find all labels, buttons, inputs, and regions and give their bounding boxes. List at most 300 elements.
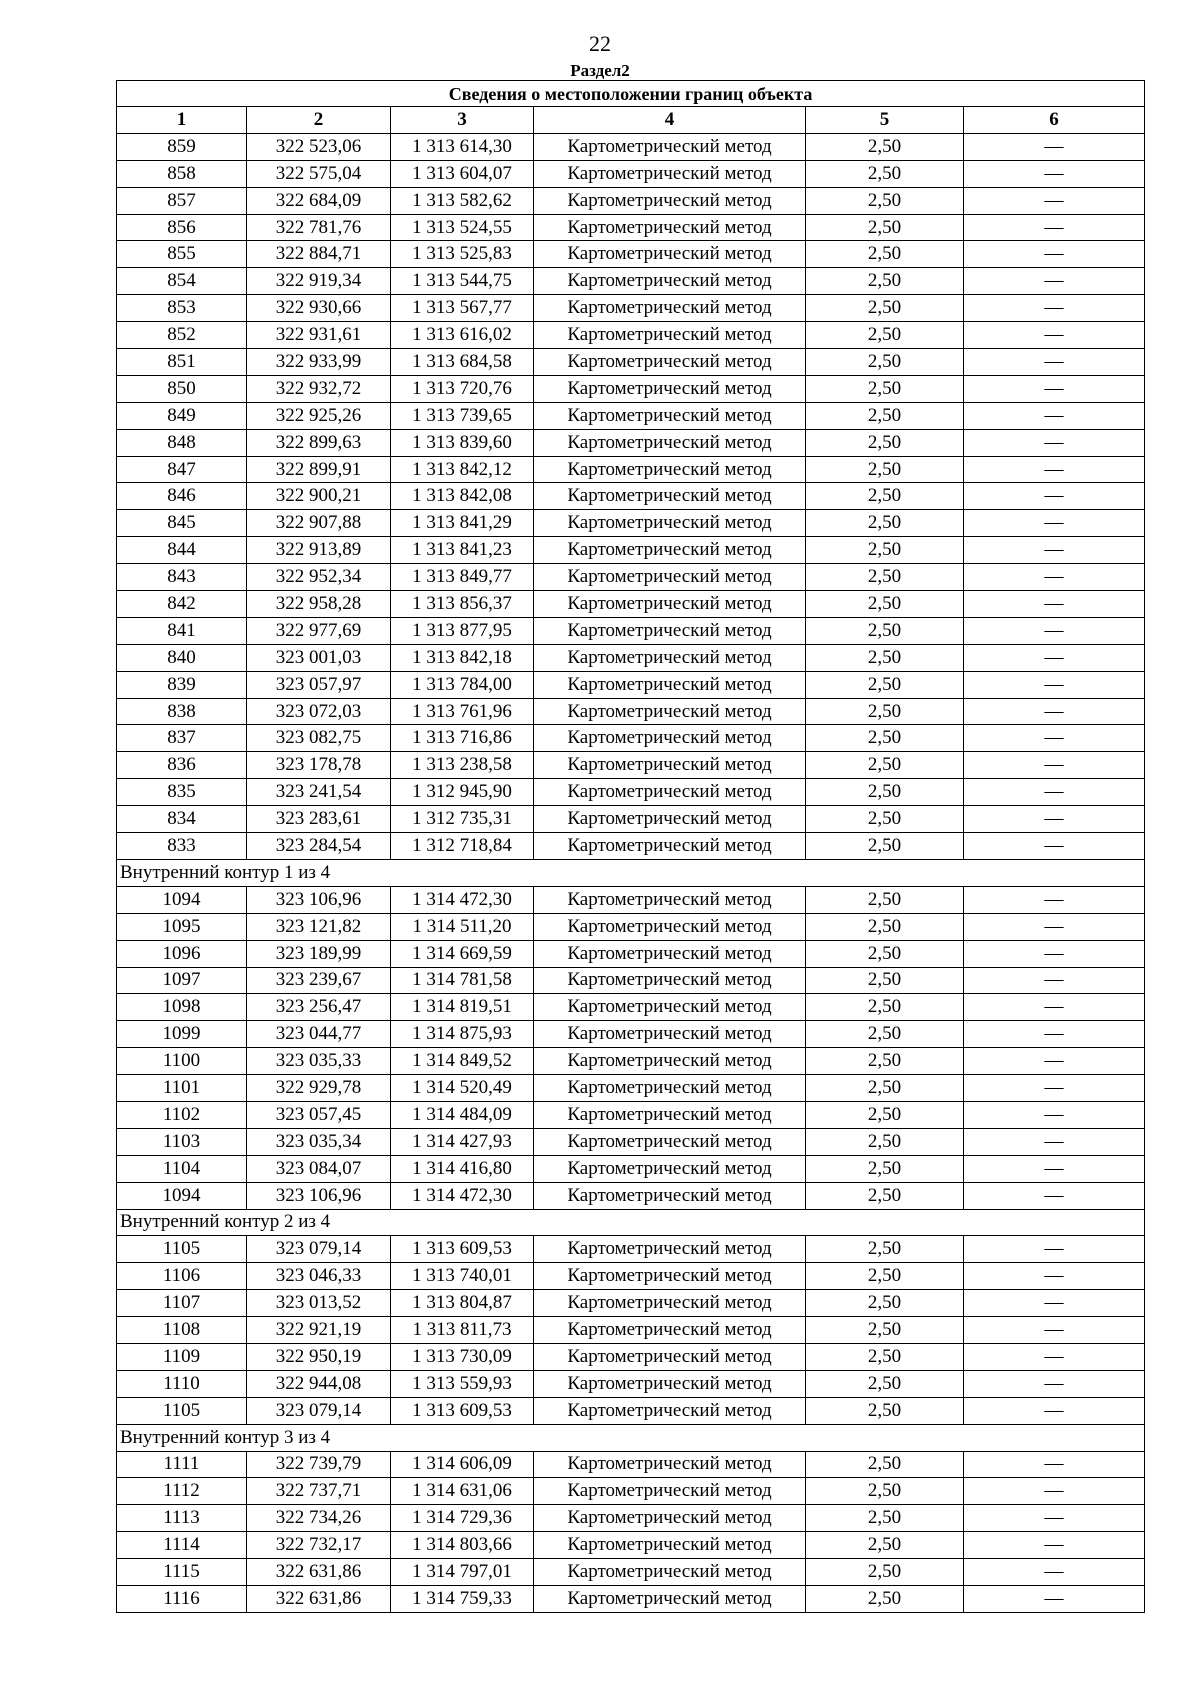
method-cell: Картометрический метод: [534, 913, 806, 940]
method-cell: Картометрический метод: [534, 1075, 806, 1102]
table-row: [117, 1021, 1145, 1048]
point-number-cell: 1101: [117, 1075, 247, 1102]
y-coordinate-cell: 1 313 842,12: [391, 456, 534, 483]
x-coordinate-cell: 322 958,28: [247, 591, 391, 618]
accuracy-cell: 2,50: [806, 402, 964, 429]
accuracy-cell: 2,50: [806, 994, 964, 1021]
accuracy-cell: 2,50: [806, 671, 964, 698]
accuracy-cell: 2,50: [806, 591, 964, 618]
point-number-cell: 837: [117, 725, 247, 752]
table-row: [117, 268, 1145, 295]
point-number-cell: 841: [117, 617, 247, 644]
description-cell: —: [964, 456, 1145, 483]
method-cell: Картометрический метод: [534, 295, 806, 322]
description-cell: —: [964, 1021, 1145, 1048]
table-row: [117, 564, 1145, 591]
y-coordinate-cell: 1 313 856,37: [391, 591, 534, 618]
description-cell: —: [964, 671, 1145, 698]
description-cell: —: [964, 537, 1145, 564]
point-number-cell: 845: [117, 510, 247, 537]
description-cell: —: [964, 375, 1145, 402]
table-row: [117, 886, 1145, 913]
description-cell: —: [964, 1155, 1145, 1182]
x-coordinate-cell: 323 106,96: [247, 886, 391, 913]
table-row: [117, 1317, 1145, 1344]
x-coordinate-cell: 323 079,14: [247, 1397, 391, 1424]
table-row: [117, 1182, 1145, 1209]
point-number-cell: 856: [117, 214, 247, 241]
point-number-cell: 1094: [117, 1182, 247, 1209]
table-row: [117, 1101, 1145, 1128]
table-row: [117, 994, 1145, 1021]
y-coordinate-cell: 1 314 797,01: [391, 1559, 534, 1586]
boundary-table: [116, 80, 1145, 1613]
method-cell: Картометрический метод: [534, 886, 806, 913]
accuracy-cell: 2,50: [806, 456, 964, 483]
point-number-cell: 1100: [117, 1048, 247, 1075]
method-cell: Картометрический метод: [534, 133, 806, 160]
table-caption-row: [117, 81, 1145, 107]
point-number-cell: 842: [117, 591, 247, 618]
method-cell: Картометрический метод: [534, 160, 806, 187]
point-number-cell: 1097: [117, 967, 247, 994]
method-cell: Картометрический метод: [534, 268, 806, 295]
method-cell: Картометрический метод: [534, 429, 806, 456]
x-coordinate-cell: 322 933,99: [247, 349, 391, 376]
accuracy-cell: 2,50: [806, 1370, 964, 1397]
y-coordinate-cell: 1 314 759,33: [391, 1585, 534, 1612]
table-row: [117, 1559, 1145, 1586]
method-cell: Картометрический метод: [534, 725, 806, 752]
description-cell: —: [964, 1370, 1145, 1397]
y-coordinate-cell: 1 314 520,49: [391, 1075, 534, 1102]
accuracy-cell: 2,50: [806, 1236, 964, 1263]
y-coordinate-cell: 1 313 839,60: [391, 429, 534, 456]
x-coordinate-cell: 322 739,79: [247, 1451, 391, 1478]
accuracy-cell: 2,50: [806, 752, 964, 779]
accuracy-cell: 2,50: [806, 698, 964, 725]
accuracy-cell: 2,50: [806, 1505, 964, 1532]
accuracy-cell: 2,50: [806, 967, 964, 994]
x-coordinate-cell: 322 732,17: [247, 1532, 391, 1559]
x-coordinate-cell: 322 900,21: [247, 483, 391, 510]
y-coordinate-cell: 1 313 740,01: [391, 1263, 534, 1290]
y-coordinate-cell: 1 313 524,55: [391, 214, 534, 241]
accuracy-cell: 2,50: [806, 268, 964, 295]
point-number-cell: 1114: [117, 1532, 247, 1559]
y-coordinate-cell: 1 313 716,86: [391, 725, 534, 752]
table-row: [117, 1505, 1145, 1532]
method-cell: Картометрический метод: [534, 1263, 806, 1290]
accuracy-cell: 2,50: [806, 1128, 964, 1155]
description-cell: —: [964, 160, 1145, 187]
method-cell: Картометрический метод: [534, 483, 806, 510]
y-coordinate-cell: 1 314 511,20: [391, 913, 534, 940]
y-coordinate-cell: 1 313 614,30: [391, 133, 534, 160]
method-cell: Картометрический метод: [534, 187, 806, 214]
point-number-cell: 844: [117, 537, 247, 564]
accuracy-cell: 2,50: [806, 1451, 964, 1478]
table-row: [117, 1397, 1145, 1424]
accuracy-cell: 2,50: [806, 1478, 964, 1505]
table-row: [117, 591, 1145, 618]
y-coordinate-cell: 1 313 238,58: [391, 752, 534, 779]
accuracy-cell: 2,50: [806, 1343, 964, 1370]
method-cell: Картометрический метод: [534, 402, 806, 429]
point-number-cell: 833: [117, 833, 247, 860]
x-coordinate-cell: 322 919,34: [247, 268, 391, 295]
contour-label: Внутренний контур 3 из 4: [117, 1424, 1145, 1451]
point-number-cell: 835: [117, 779, 247, 806]
table-row: [117, 779, 1145, 806]
table-row: [117, 160, 1145, 187]
y-coordinate-cell: 1 314 729,36: [391, 1505, 534, 1532]
description-cell: —: [964, 1101, 1145, 1128]
table-row: [117, 429, 1145, 456]
y-coordinate-cell: 1 313 811,73: [391, 1317, 534, 1344]
x-coordinate-cell: 322 950,19: [247, 1343, 391, 1370]
table-row: [117, 1236, 1145, 1263]
x-coordinate-cell: 323 121,82: [247, 913, 391, 940]
description-cell: —: [964, 1343, 1145, 1370]
method-cell: Картометрический метод: [534, 1048, 806, 1075]
y-coordinate-cell: 1 313 604,07: [391, 160, 534, 187]
table-row: [117, 1532, 1145, 1559]
accuracy-cell: 2,50: [806, 510, 964, 537]
y-coordinate-cell: 1 313 582,62: [391, 187, 534, 214]
point-number-cell: 851: [117, 349, 247, 376]
x-coordinate-cell: 322 932,72: [247, 375, 391, 402]
method-cell: Картометрический метод: [534, 1343, 806, 1370]
contour-header-row: [117, 1209, 1145, 1236]
y-coordinate-cell: 1 314 781,58: [391, 967, 534, 994]
point-number-cell: 859: [117, 133, 247, 160]
description-cell: —: [964, 429, 1145, 456]
description-cell: —: [964, 725, 1145, 752]
point-number-cell: 1096: [117, 940, 247, 967]
description-cell: —: [964, 967, 1145, 994]
x-coordinate-cell: 323 013,52: [247, 1290, 391, 1317]
accuracy-cell: 2,50: [806, 806, 964, 833]
y-coordinate-cell: 1 313 684,58: [391, 349, 534, 376]
point-number-cell: 848: [117, 429, 247, 456]
table-row: [117, 1370, 1145, 1397]
point-number-cell: 1106: [117, 1263, 247, 1290]
method-cell: Картометрический метод: [534, 940, 806, 967]
description-cell: —: [964, 1317, 1145, 1344]
point-number-cell: 1110: [117, 1370, 247, 1397]
table-row: [117, 806, 1145, 833]
accuracy-cell: 2,50: [806, 1585, 964, 1612]
method-cell: Картометрический метод: [534, 349, 806, 376]
accuracy-cell: 2,50: [806, 779, 964, 806]
method-cell: Картометрический метод: [534, 967, 806, 994]
table-row: [117, 483, 1145, 510]
point-number-cell: 1111: [117, 1451, 247, 1478]
description-cell: —: [964, 187, 1145, 214]
table-row: [117, 1478, 1145, 1505]
description-cell: —: [964, 1451, 1145, 1478]
method-cell: Картометрический метод: [534, 698, 806, 725]
accuracy-cell: 2,50: [806, 295, 964, 322]
table-row: [117, 698, 1145, 725]
column-number: 2: [247, 107, 391, 134]
method-cell: Картометрический метод: [534, 510, 806, 537]
method-cell: Картометрический метод: [534, 671, 806, 698]
description-cell: —: [964, 1075, 1145, 1102]
y-coordinate-cell: 1 313 877,95: [391, 617, 534, 644]
accuracy-cell: 2,50: [806, 1155, 964, 1182]
description-cell: —: [964, 1532, 1145, 1559]
method-cell: Картометрический метод: [534, 1505, 806, 1532]
x-coordinate-cell: 322 631,86: [247, 1559, 391, 1586]
accuracy-cell: 2,50: [806, 349, 964, 376]
y-coordinate-cell: 1 313 841,23: [391, 537, 534, 564]
accuracy-cell: 2,50: [806, 1532, 964, 1559]
x-coordinate-cell: 323 239,67: [247, 967, 391, 994]
y-coordinate-cell: 1 314 472,30: [391, 886, 534, 913]
x-coordinate-cell: 322 907,88: [247, 510, 391, 537]
contour-header-row: [117, 859, 1145, 886]
description-cell: —: [964, 1505, 1145, 1532]
description-cell: —: [964, 322, 1145, 349]
table-row: [117, 133, 1145, 160]
x-coordinate-cell: 323 283,61: [247, 806, 391, 833]
method-cell: Картометрический метод: [534, 1451, 806, 1478]
table-row: [117, 241, 1145, 268]
table-row: [117, 510, 1145, 537]
point-number-cell: 840: [117, 644, 247, 671]
point-number-cell: 854: [117, 268, 247, 295]
description-cell: —: [964, 698, 1145, 725]
accuracy-cell: 2,50: [806, 564, 964, 591]
x-coordinate-cell: 323 057,45: [247, 1101, 391, 1128]
description-cell: —: [964, 752, 1145, 779]
x-coordinate-cell: 323 189,99: [247, 940, 391, 967]
table-row: [117, 187, 1145, 214]
point-number-cell: 1104: [117, 1155, 247, 1182]
y-coordinate-cell: 1 314 631,06: [391, 1478, 534, 1505]
point-number-cell: 1094: [117, 886, 247, 913]
x-coordinate-cell: 322 952,34: [247, 564, 391, 591]
table-row: [117, 1451, 1145, 1478]
method-cell: Картометрический метод: [534, 1317, 806, 1344]
method-cell: Картометрический метод: [534, 1290, 806, 1317]
method-cell: Картометрический метод: [534, 806, 806, 833]
x-coordinate-cell: 323 256,47: [247, 994, 391, 1021]
table-row: [117, 1075, 1145, 1102]
y-coordinate-cell: 1 314 606,09: [391, 1451, 534, 1478]
point-number-cell: 1102: [117, 1101, 247, 1128]
method-cell: Картометрический метод: [534, 617, 806, 644]
table-row: [117, 940, 1145, 967]
point-number-cell: 850: [117, 375, 247, 402]
x-coordinate-cell: 322 931,61: [247, 322, 391, 349]
method-cell: Картометрический метод: [534, 752, 806, 779]
description-cell: —: [964, 1559, 1145, 1586]
method-cell: Картометрический метод: [534, 1182, 806, 1209]
point-number-cell: 836: [117, 752, 247, 779]
point-number-cell: 1095: [117, 913, 247, 940]
point-number-cell: 1105: [117, 1397, 247, 1424]
table-row: [117, 1585, 1145, 1612]
y-coordinate-cell: 1 314 472,30: [391, 1182, 534, 1209]
description-cell: —: [964, 483, 1145, 510]
x-coordinate-cell: 323 035,33: [247, 1048, 391, 1075]
x-coordinate-cell: 323 106,96: [247, 1182, 391, 1209]
description-cell: —: [964, 833, 1145, 860]
y-coordinate-cell: 1 313 841,29: [391, 510, 534, 537]
y-coordinate-cell: 1 313 525,83: [391, 241, 534, 268]
point-number-cell: 857: [117, 187, 247, 214]
method-cell: Картометрический метод: [534, 1236, 806, 1263]
x-coordinate-cell: 322 884,71: [247, 241, 391, 268]
y-coordinate-cell: 1 314 803,66: [391, 1532, 534, 1559]
y-coordinate-cell: 1 313 567,77: [391, 295, 534, 322]
x-coordinate-cell: 323 072,03: [247, 698, 391, 725]
description-cell: —: [964, 1048, 1145, 1075]
description-cell: —: [964, 644, 1145, 671]
y-coordinate-cell: 1 314 484,09: [391, 1101, 534, 1128]
accuracy-cell: 2,50: [806, 160, 964, 187]
point-number-cell: 834: [117, 806, 247, 833]
table-row: [117, 752, 1145, 779]
y-coordinate-cell: 1 314 849,52: [391, 1048, 534, 1075]
description-cell: —: [964, 779, 1145, 806]
table-row: [117, 1290, 1145, 1317]
y-coordinate-cell: 1 313 739,65: [391, 402, 534, 429]
method-cell: Картометрический метод: [534, 1128, 806, 1155]
x-coordinate-cell: 323 046,33: [247, 1263, 391, 1290]
x-coordinate-cell: 322 734,26: [247, 1505, 391, 1532]
accuracy-cell: 2,50: [806, 1182, 964, 1209]
y-coordinate-cell: 1 314 669,59: [391, 940, 534, 967]
x-coordinate-cell: 322 929,78: [247, 1075, 391, 1102]
table-row: [117, 214, 1145, 241]
description-cell: —: [964, 133, 1145, 160]
accuracy-cell: 2,50: [806, 1021, 964, 1048]
point-number-cell: 1105: [117, 1236, 247, 1263]
point-number-cell: 1107: [117, 1290, 247, 1317]
method-cell: Картометрический метод: [534, 1559, 806, 1586]
accuracy-cell: 2,50: [806, 617, 964, 644]
point-number-cell: 839: [117, 671, 247, 698]
accuracy-cell: 2,50: [806, 133, 964, 160]
table-row: [117, 644, 1145, 671]
y-coordinate-cell: 1 313 842,08: [391, 483, 534, 510]
contour-header-row: [117, 1424, 1145, 1451]
method-cell: Картометрический метод: [534, 644, 806, 671]
x-coordinate-cell: 322 781,76: [247, 214, 391, 241]
method-cell: Картометрический метод: [534, 1397, 806, 1424]
description-cell: —: [964, 214, 1145, 241]
description-cell: —: [964, 1236, 1145, 1263]
y-coordinate-cell: 1 314 819,51: [391, 994, 534, 1021]
column-number: 1: [117, 107, 247, 134]
y-coordinate-cell: 1 313 761,96: [391, 698, 534, 725]
column-number: 3: [391, 107, 534, 134]
description-cell: —: [964, 1478, 1145, 1505]
point-number-cell: 1113: [117, 1505, 247, 1532]
description-cell: —: [964, 1128, 1145, 1155]
method-cell: Картометрический метод: [534, 833, 806, 860]
description-cell: —: [964, 1290, 1145, 1317]
description-cell: —: [964, 241, 1145, 268]
y-coordinate-cell: 1 314 427,93: [391, 1128, 534, 1155]
method-cell: Картометрический метод: [534, 1585, 806, 1612]
x-coordinate-cell: 322 930,66: [247, 295, 391, 322]
x-coordinate-cell: 323 035,34: [247, 1128, 391, 1155]
table-row: [117, 537, 1145, 564]
table-body: [117, 133, 1145, 1612]
table-row: [117, 349, 1145, 376]
method-cell: Картометрический метод: [534, 1101, 806, 1128]
accuracy-cell: 2,50: [806, 214, 964, 241]
table-row: [117, 1128, 1145, 1155]
column-number: 6: [964, 107, 1145, 134]
y-coordinate-cell: 1 312 945,90: [391, 779, 534, 806]
point-number-cell: 1116: [117, 1585, 247, 1612]
x-coordinate-cell: 322 899,91: [247, 456, 391, 483]
accuracy-cell: 2,50: [806, 537, 964, 564]
method-cell: Картометрический метод: [534, 994, 806, 1021]
x-coordinate-cell: 323 001,03: [247, 644, 391, 671]
x-coordinate-cell: 323 178,78: [247, 752, 391, 779]
x-coordinate-cell: 322 684,09: [247, 187, 391, 214]
point-number-cell: 1103: [117, 1128, 247, 1155]
method-cell: Картометрический метод: [534, 375, 806, 402]
method-cell: Картометрический метод: [534, 456, 806, 483]
description-cell: —: [964, 349, 1145, 376]
description-cell: —: [964, 1585, 1145, 1612]
point-number-cell: 843: [117, 564, 247, 591]
accuracy-cell: 2,50: [806, 725, 964, 752]
y-coordinate-cell: 1 313 616,02: [391, 322, 534, 349]
accuracy-cell: 2,50: [806, 187, 964, 214]
table-row: [117, 375, 1145, 402]
table-row: [117, 295, 1145, 322]
x-coordinate-cell: 323 241,54: [247, 779, 391, 806]
table-row: [117, 725, 1145, 752]
x-coordinate-cell: 322 631,86: [247, 1585, 391, 1612]
description-cell: —: [964, 564, 1145, 591]
description-cell: —: [964, 617, 1145, 644]
x-coordinate-cell: 322 523,06: [247, 133, 391, 160]
x-coordinate-cell: 322 944,08: [247, 1370, 391, 1397]
description-cell: —: [964, 886, 1145, 913]
column-number: 4: [534, 107, 806, 134]
description-cell: —: [964, 591, 1145, 618]
x-coordinate-cell: 322 913,89: [247, 537, 391, 564]
point-number-cell: 1098: [117, 994, 247, 1021]
table-row: [117, 456, 1145, 483]
description-cell: —: [964, 1263, 1145, 1290]
table-row: [117, 833, 1145, 860]
description-cell: —: [964, 940, 1145, 967]
accuracy-cell: 2,50: [806, 913, 964, 940]
y-coordinate-cell: 1 313 849,77: [391, 564, 534, 591]
method-cell: Картометрический метод: [534, 1532, 806, 1559]
description-cell: —: [964, 510, 1145, 537]
accuracy-cell: 2,50: [806, 644, 964, 671]
table-row: [117, 617, 1145, 644]
y-coordinate-cell: 1 313 609,53: [391, 1397, 534, 1424]
y-coordinate-cell: 1 312 735,31: [391, 806, 534, 833]
accuracy-cell: 2,50: [806, 241, 964, 268]
description-cell: —: [964, 1182, 1145, 1209]
method-cell: Картометрический метод: [534, 322, 806, 349]
y-coordinate-cell: 1 313 559,93: [391, 1370, 534, 1397]
